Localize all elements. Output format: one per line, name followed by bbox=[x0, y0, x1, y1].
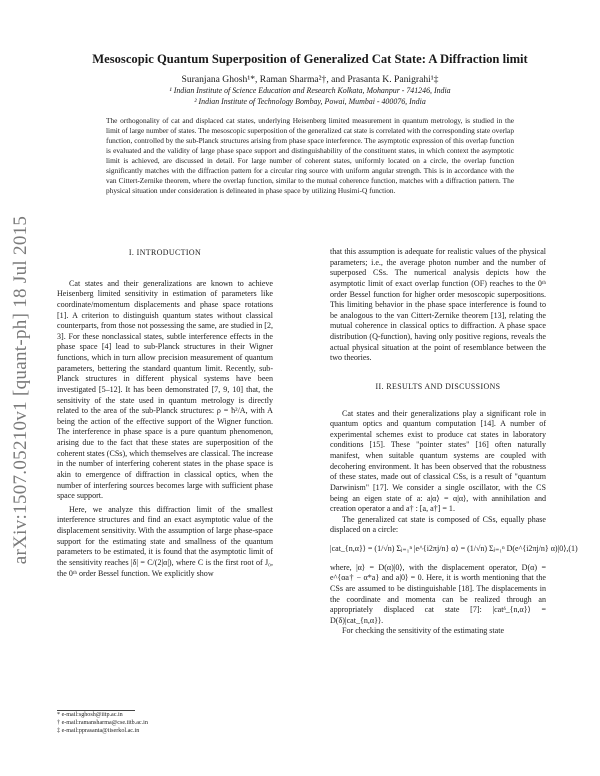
abstract: The orthogonality of cat and displaced cat states, underlying Heisenberg limited measurement in quantum metrology, is studied in the limit of large number of states. The mesoscopic superposition of the generalized cat state is correlated with the corresponding state overlap function, controlled by the sub-Planck structures arising from phase space interference. The asymptotic expression of this overlap function is evaluated and the validity of large phase space support and distinguishability of the constituent states, in which context the asymptotic limit is achieved, are discussed in detail. For large number of coherent states, uniformly located on a circle, the overlap function significantly matches with the diffraction pattern for a circular ring source with uniform angular strength. This is in accordance with the van Cittert-Zernike theorem, where the overlap function, similar to the mutual coherence function, matches with a diffraction pattern. The physical situation under consideration is delineated in phase space by utilizing Husimi-Q function. bbox=[106, 116, 514, 196]
equation-number: (1) bbox=[568, 544, 578, 553]
intro-paragraph-1: Cat states and their generalizations are known to achieve Heisenberg limited sensitivity in estimation of parameters like coordinate/momentum displacements and phase space rotations [1]. A criterion to distinguish quantum states without classical counterparts, from those not possessing the same, are studied in [2, 3]. For these nonclassical states, subtle interference effects in the phase space [4] lead to sub-Planck structures in their Wigner functions, which in turn allow precision measurement of quantum parameters, bettering the standard quantum limit. Recently, sub-Planck structures in different physical systems have been investigated [5–12]. It has been demonstrated [7, 9, 10] that, the sensitivity of the state used in quantum metrology is directly related to the area of the sub-Planck structures: ρ = ħ²/A, with A being the action of the effective support of the Wigner function. The interference in phase space is a pure quantum phenomenon, arising due to the fact that these states are superposition of the coherent states (CSs), which themselves are classical. The increase in the number of interfering coherent states in the phase space is akin to emergence of diffraction in classical optics, when the number of interfering sources becomes large with sufficient phase space support. bbox=[57, 278, 273, 501]
equation-body: |cat_{n,α}⟩ = (1/√n) Σⱼ₌₁ⁿ |e^{i2πj/n} α⟩ = (1/√n) Σⱼ₌₁ⁿ D(e^{i2πj/n} α)|0⟩, bbox=[330, 544, 569, 553]
footnotes bbox=[57, 710, 273, 735]
footnote-2: † e-mail:ramansharma@cse.iitb.ac.in bbox=[57, 720, 148, 727]
footnote-3: ‡ e-mail:pprasanta@iiserkol.ac.in bbox=[57, 728, 140, 735]
left-column bbox=[57, 248, 273, 579]
section-heading-introduction: I. INTRODUCTION bbox=[128, 248, 202, 257]
results-paragraph-3: where, |α⟩ = D(α)|0⟩, with the displacement operator, D(α) = e^{αa† − α*a} and a|0⟩ = 0. Here, it is worth mentioning that the CSs are assumed to be distinguishable [18]. The displacements in the coordinate and momenta can be realized through an appropriately displaced cat state [7]: |catᵟ_{n,α}⟩ = D(δ)|cat_{n,α}⟩. bbox=[330, 562, 546, 625]
affiliation-1: ¹ Indian Institute of Science Education and Research Kolkata, Mohanpur - 741246, India bbox=[169, 86, 451, 95]
author-list: Suranjana Ghosh¹*, Raman Sharma²†, and Prasanta K. Panigrahi¹‡ bbox=[181, 74, 439, 85]
section-heading-results: II. RESULTS AND DISCUSSIONS bbox=[375, 381, 501, 391]
results-paragraph-4: For checking the sensitivity of the estimating state bbox=[342, 626, 505, 636]
intro-paragraph-continued: that this assumption is adequate for realistic values of the physical parameters; i.e., the average photon number and the number of superposed CSs. The numerical analysis depicts how the asymptotic limit of exact overlap function (OF) reaches to the 0ᵗʰ order Bessel function for higher order mesoscopic superpositions. This limiting behavior in the phase space interference is found to be analogous to the van Cittert-Zernike theorem [13], relating the mutual coherence in classical optics to diffraction. A phase space distribution (Q-function), having only positive regions, reveals the actual physical situation at the point of resemblance between the two theories. bbox=[330, 247, 546, 363]
paper-title: Mesoscopic Quantum Superposition of Generalized Cat State: A Diffraction limit bbox=[92, 52, 528, 66]
arxiv-identifier-stamp: arXiv:1507.05210v1 [quant-ph] 18 Jul 2015 bbox=[10, 215, 31, 565]
affiliation-2: ² Indian Institute of Technology Bombay, Powai, Mumbai - 400076, India bbox=[194, 97, 426, 106]
results-paragraph-2: The generalized cat state is composed of CSs, equally phase displaced on a circle: bbox=[330, 514, 546, 535]
equation-1 bbox=[330, 544, 578, 555]
footnote-1: * e-mail:sghosh@iitp.ac.in bbox=[57, 712, 123, 718]
intro-paragraph-2: Here, we analyze this diffraction limit of the smallest interference structures and find an exact asymptotic value of the displacement sensitivity. With the assumption of large phase-space support for the estimating state and smallness of the quantum parameters to be estimated, it is found that the asymptotic limit of the sensitivity reaches |δ| = C/(2|α|), where C is the first root of J₀, the 0ᵗʰ order Bessel function. We explicitly show bbox=[57, 504, 273, 578]
results-paragraph-1: Cat states and their generalizations play a significant role in quantum optics and quantum computation [14]. A number of experimental schemes exist to produce cat states in laboratory conditions [15]. These "pointer states" [16] often naturally manifest, when suitable quantum systems are coupled with decohering environment. It has been observed that the robustness of these states, made out of classical CSs, is a result of "quantum Darwinism" [17]. We consider a single oscillator, with the CS being an eigen state of a: a|α⟩ = α|α⟩, with annihilation and creation operator a and a† : [a, a†] = 1. bbox=[330, 408, 546, 514]
right-column bbox=[330, 247, 578, 637]
